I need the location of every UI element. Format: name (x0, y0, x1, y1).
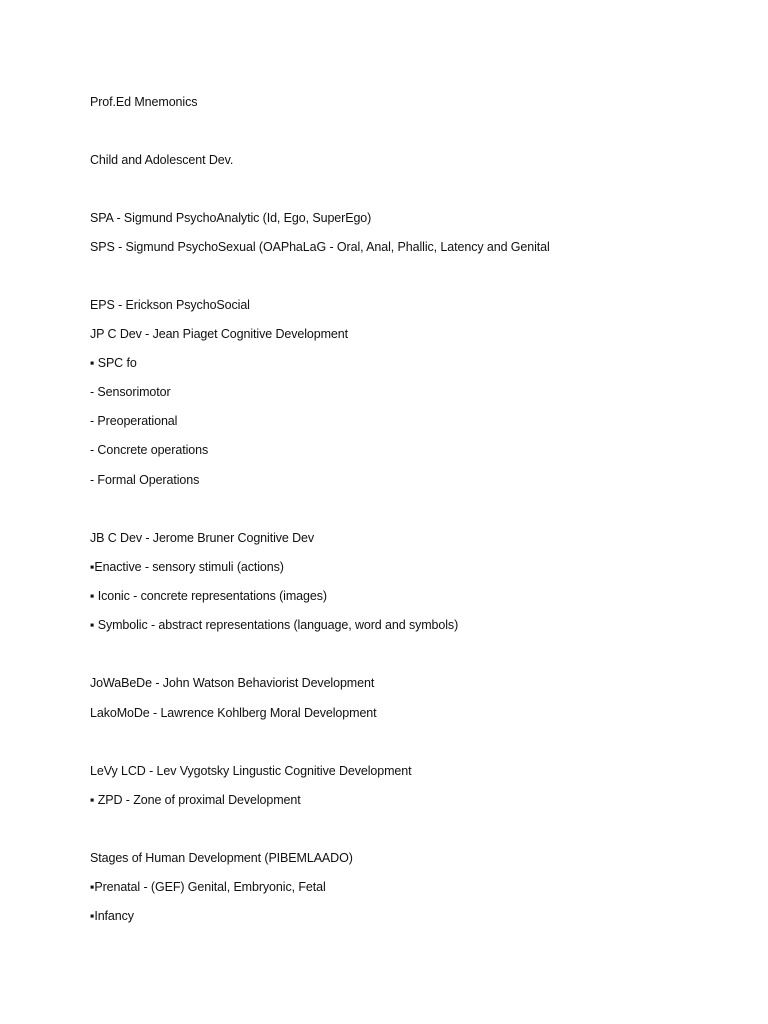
list-item: ▪ Iconic - concrete representations (images) (90, 589, 327, 603)
text-line: JB C Dev - Jerome Bruner Cognitive Dev (90, 531, 315, 545)
text-line: LeVy LCD - Lev Vygotsky Lingustic Cognitive Development (90, 764, 412, 778)
text-line: JoWaBeDe - John Watson Behaviorist Development (90, 676, 375, 690)
list-item: ▪ SPC fo (90, 356, 137, 370)
list-item: ▪Infancy (90, 909, 134, 923)
section-heading: Child and Adolescent Dev. (90, 153, 234, 167)
list-item: ▪ Symbolic - abstract representations (language, word and symbols) (90, 618, 459, 632)
text-line: SPA - Sigmund PsychoAnalytic (Id, Ego, SuperEgo) (90, 211, 372, 225)
document-title: Prof.Ed Mnemonics (90, 95, 198, 109)
text-line: JP C Dev - Jean Piaget Cognitive Development (90, 327, 349, 341)
list-item: - Formal Operations (90, 473, 200, 487)
list-item: - Sensorimotor (90, 385, 171, 399)
section-heading: Stages of Human Development (PIBEMLAADO) (90, 851, 353, 865)
text-line: LakoMoDe - Lawrence Kohlberg Moral Development (90, 706, 377, 720)
list-item: - Preoperational (90, 414, 178, 428)
text-line: SPS - Sigmund PsychoSexual (OAPhaLaG - Oral, Anal, Phallic, Latency and Genital (90, 240, 550, 254)
list-item: ▪ ZPD - Zone of proximal Development (90, 793, 301, 807)
text-line: EPS - Erickson PsychoSocial (90, 298, 250, 312)
list-item: - Concrete operations (90, 443, 209, 457)
list-item: ▪Prenatal - (GEF) Genital, Embryonic, Fetal (90, 880, 326, 894)
list-item: ▪Enactive - sensory stimuli (actions) (90, 560, 284, 574)
